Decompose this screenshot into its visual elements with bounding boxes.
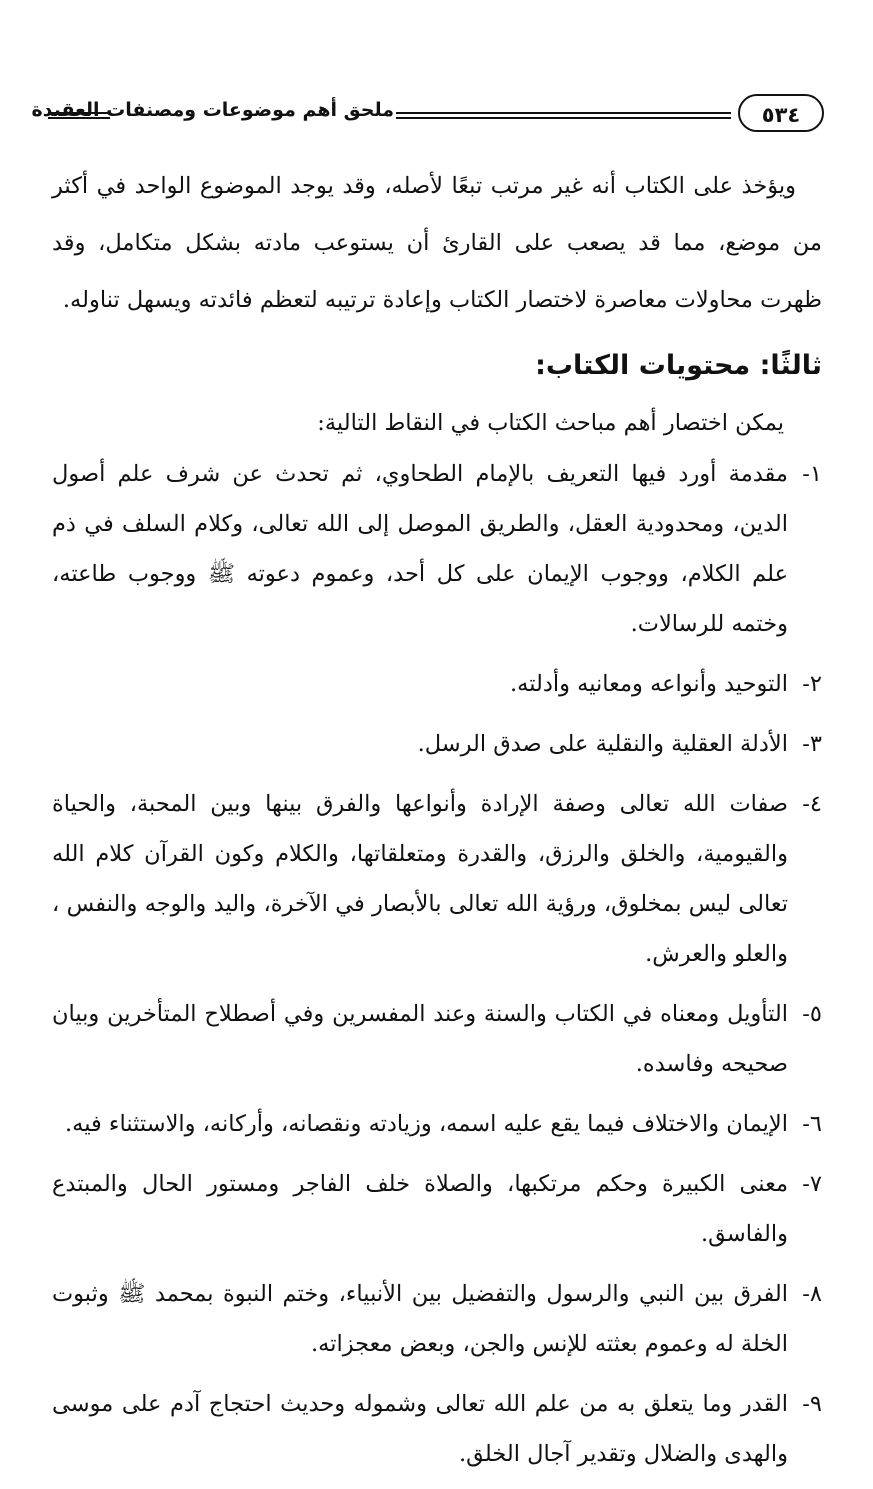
section-heading: ثالثًا: محتويات الكتاب: xyxy=(535,350,822,381)
list-item xyxy=(52,989,822,1089)
list-item-number: ٥- xyxy=(802,1001,822,1027)
page-number: ٥٣٤ xyxy=(738,94,824,132)
page-body xyxy=(52,158,822,1489)
list-item-text: الأدلة العقلية والنقلية على صدق الرسل. xyxy=(417,731,788,757)
list-item xyxy=(52,1379,822,1479)
list-item xyxy=(52,1159,822,1259)
list-item xyxy=(52,1269,822,1369)
list-item-number: ١- xyxy=(802,461,822,487)
section-intro: يمكن اختصار أهم مباحث الكتاب في النقاط التالية: xyxy=(317,410,784,436)
contents-list xyxy=(52,449,822,1479)
list-item-number: ٤- xyxy=(802,791,822,817)
list-item xyxy=(52,449,822,649)
list-item-number: ٩- xyxy=(802,1391,822,1417)
list-item xyxy=(52,779,822,979)
list-item-number: ٢- xyxy=(802,671,822,697)
list-item-number: ٨- xyxy=(802,1281,822,1307)
list-item-text: صفات الله تعالى وصفة الإرادة وأنواعها والفرق بينها وبين المحبة، والحياة والقيومية، والخلق والرزق، والقدرة ومتعلقاتها، والكلام وكون القرآن كلام الله تعالى ليس بمخلوق، ورؤية الله تعالى بالأبصار في الآخرة، واليد والوجه والنفس ، والعلو والعرش. xyxy=(52,791,788,967)
list-item-text: الإيمان والاختلاف فيما يقع عليه اسمه، وزيادته ونقصانه، وأركانه، والاستثناء فيه. xyxy=(65,1111,788,1137)
running-header xyxy=(31,94,824,138)
list-item-text: معنى الكبيرة وحكم مرتكبها، والصلاة خلف الفاجر ومستور الحال والمبتدع والفاسق. xyxy=(52,1171,788,1247)
list-item xyxy=(52,719,822,769)
list-item-text: مقدمة أورد فيها التعريف بالإمام الطحاوي، ثم تحدث عن شرف علم أصول الدين، ومحدودية العقل، والطريق الموصل إلى الله تعالى، وكلام السلف في ذم علم الكلام، ووجوب الإيمان على كل أحد، وعموم دعوته ﷺ ووجوب طاعته، وختمه للرسالات. xyxy=(52,461,788,637)
header-title: ملحق أهم موضوعات ومصنفات العقيدة xyxy=(31,99,394,121)
list-item-text: التأويل ومعناه في الكتاب والسنة وعند المفسرين وفي أصطلاح المتأخرين وبيان صحيحه وفاسده. xyxy=(52,1001,788,1077)
list-item-text: الفرق بين النبي والرسول والتفضيل بين الأنبياء، وختم النبوة بمحمد ﷺ وثبوت الخلة له وعموم بعثته للإنس والجن، وبعض معجزاته. xyxy=(52,1281,788,1357)
list-item-number: ٦- xyxy=(802,1111,822,1137)
header-rule-right xyxy=(396,112,731,119)
list-item-text: التوحيد وأنواعه ومعانيه وأدلته. xyxy=(510,671,788,697)
list-item-number: ٣- xyxy=(802,731,822,757)
list-item-number: ٧- xyxy=(802,1171,822,1197)
intro-paragraph: ويؤخذ على الكتاب أنه غير مرتب تبعًا لأصله، وقد يوجد الموضوع الواحد في أكثر من موضع، مما قد يصعب على القارئ أن يستوعب مادته بشكل متكامل، وقد ظهرت محاولات معاصرة لاختصار الكتاب وإعادة ترتيبه لتعظم فائدته ويسهل تناوله. xyxy=(52,173,822,313)
list-item xyxy=(52,1099,822,1149)
list-item-text: القدر وما يتعلق به من علم الله تعالى وشموله وحديث احتجاج آدم على موسى والهدى والضلال وتقدير آجال الخلق. xyxy=(52,1391,788,1467)
list-item xyxy=(52,659,822,709)
